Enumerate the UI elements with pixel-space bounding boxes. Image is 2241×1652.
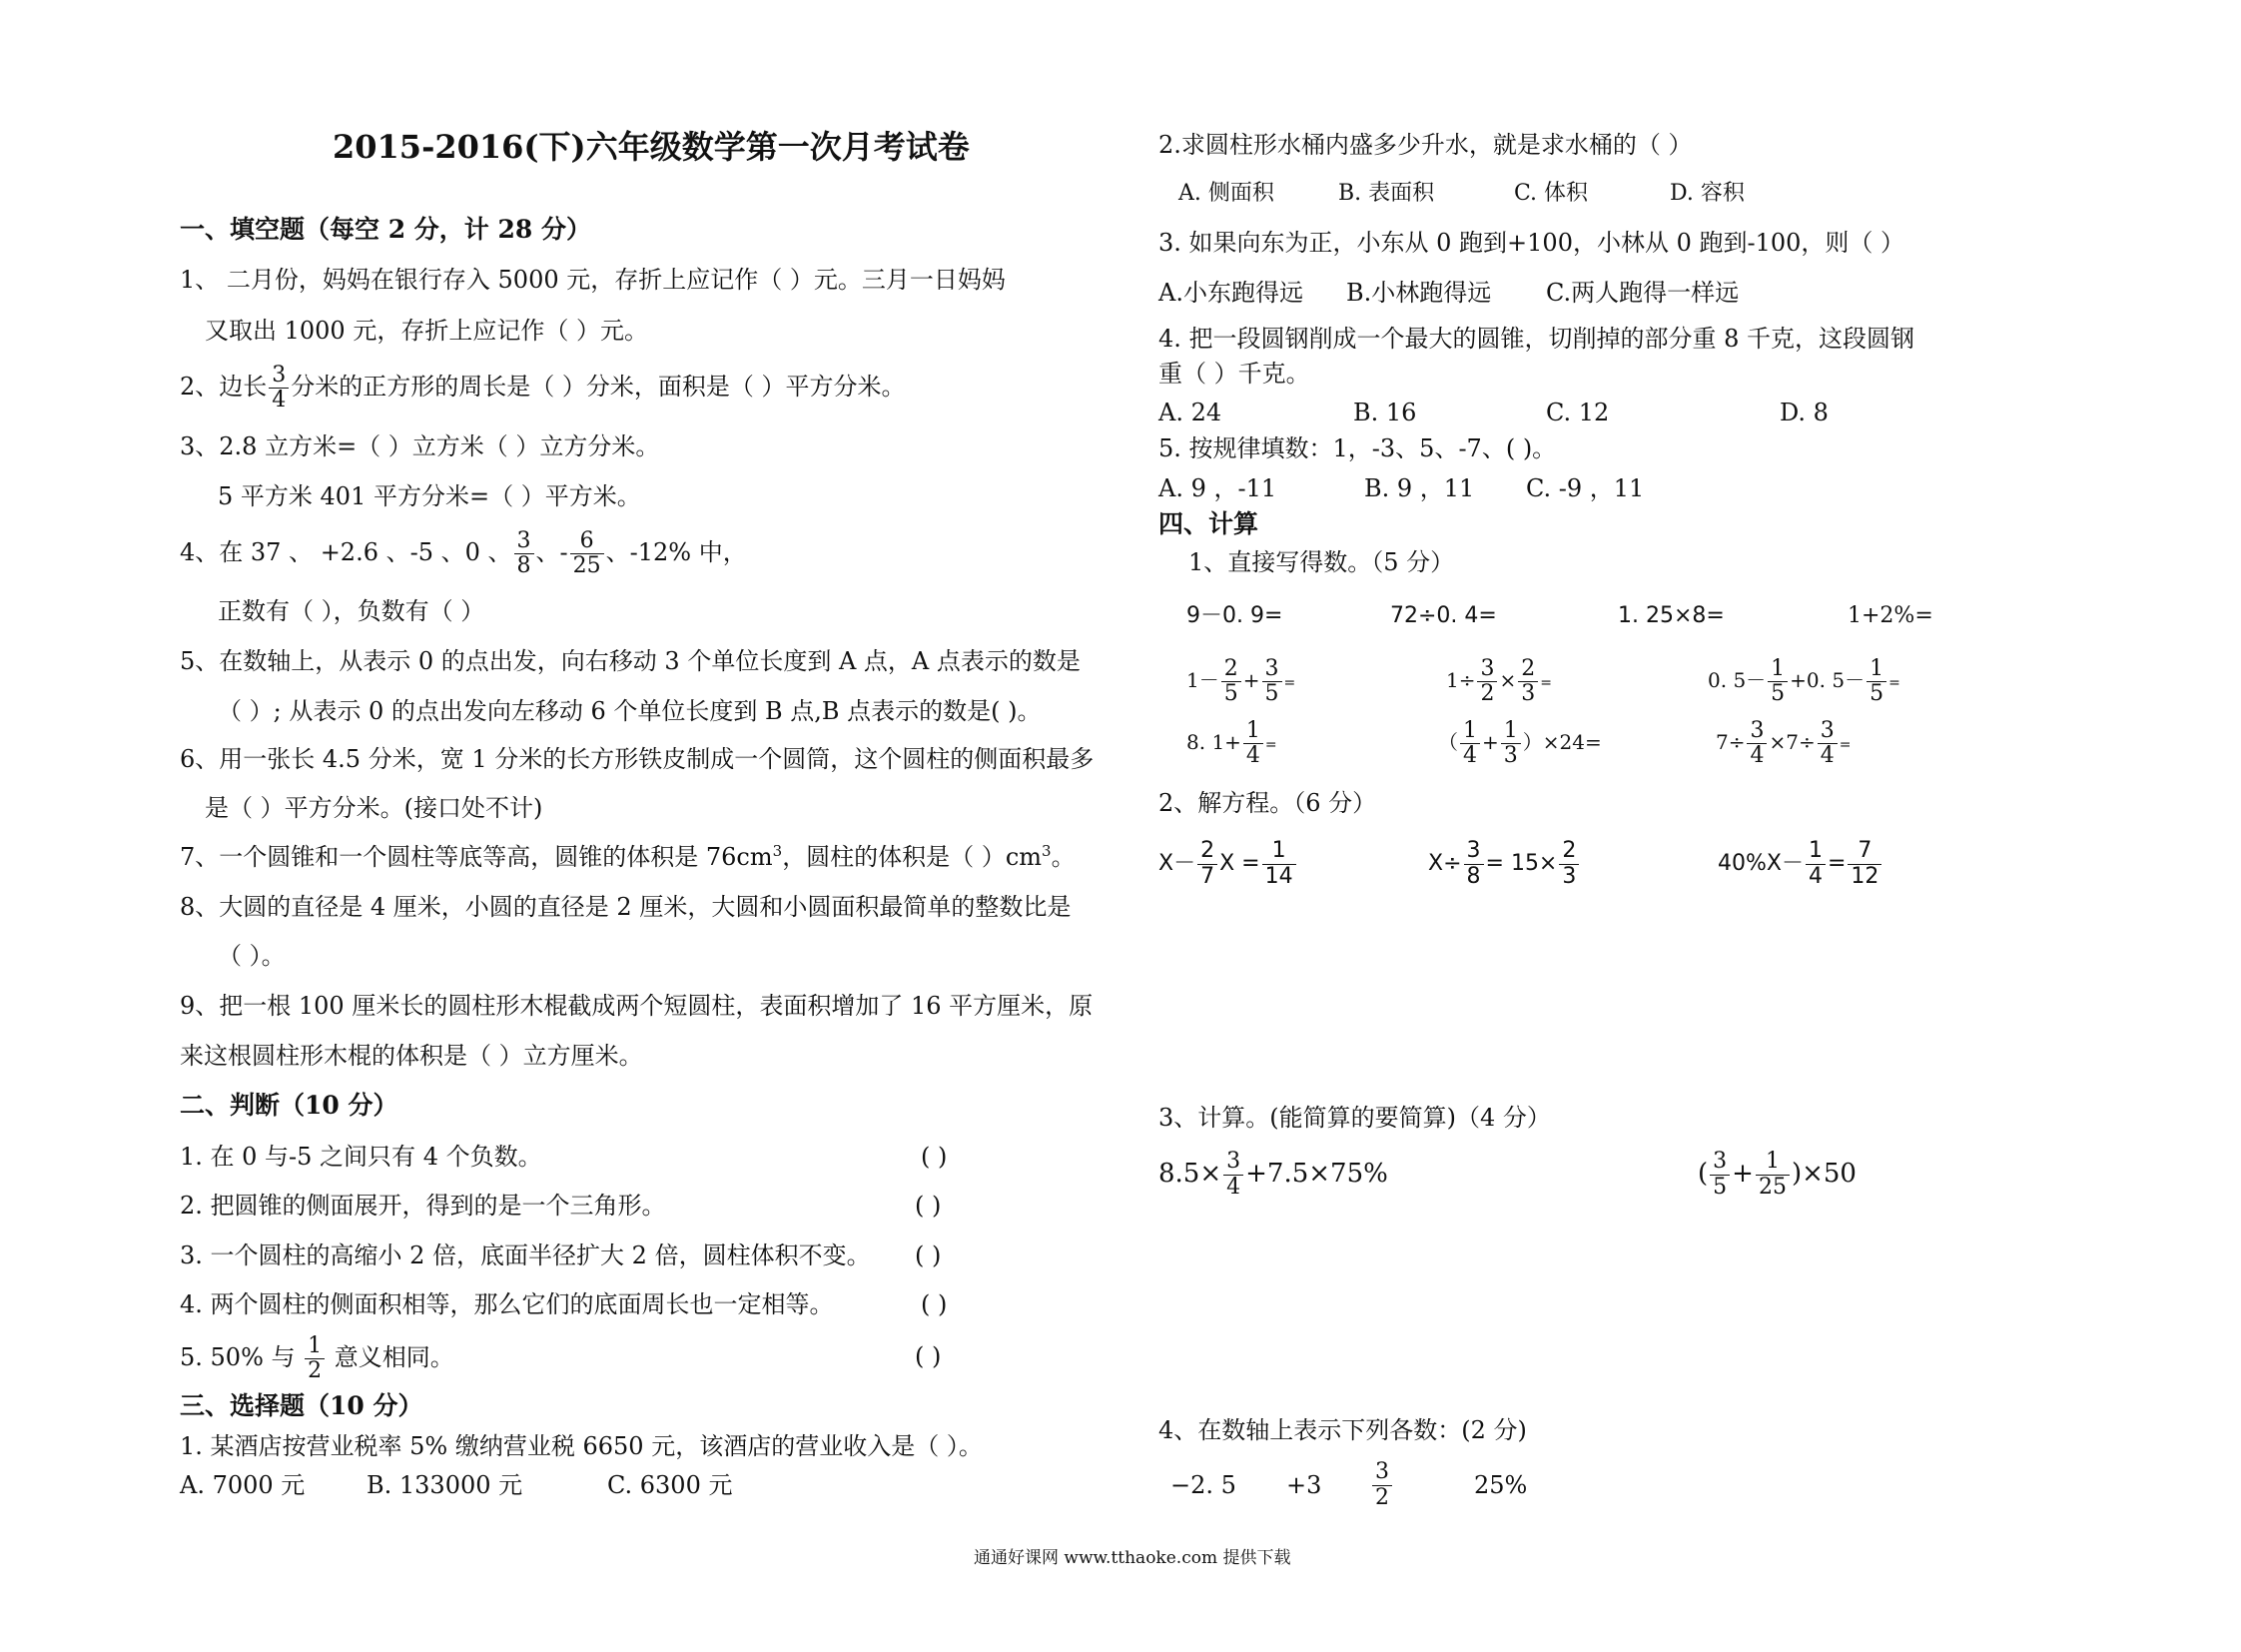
- choice-2-option-a: A. 侧面积: [1178, 181, 1274, 206]
- question-9-line-1: 9、把一根 100 厘米长的圆柱形木棍截成两个短圆柱，表面积增加了 16 平方厘米，原: [180, 992, 1094, 1020]
- choice-1: 1. 某酒店按营业税率 5% 缴纳营业税 6650 元，该酒店的营业收入是（ ）。: [180, 1432, 983, 1460]
- mental-2: 72÷0. 4=: [1390, 603, 1497, 628]
- calc-1-header: 1、直接写得数。（5 分）: [1188, 548, 1455, 576]
- fraction: $\frac{1}{14}$: [1262, 839, 1296, 888]
- fraction: $\frac{3}{8}$: [1464, 839, 1484, 888]
- section-fill-blank-header: 一、填空题（每空 2 分，计 28 分）: [180, 215, 592, 244]
- fraction: $\frac{7}{12}$: [1848, 839, 1881, 888]
- question-2-text: 分米的正方形的周长是（ ）分米，面积是（ ）平方分米。: [291, 373, 906, 401]
- footer-credit: 通通好课网 www.tthaoke.com 提供下载: [974, 1548, 1291, 1568]
- fraction: $\frac{3}{4}$: [1223, 1150, 1243, 1199]
- answer-paren: ( ): [915, 1241, 942, 1269]
- choice-2-option-c: C. 体积: [1514, 181, 1589, 206]
- page-title: 2015-2016(下)六年级数学第一次月考试卷: [333, 128, 970, 166]
- choice-5-option-c: C. -9 ，11: [1526, 474, 1645, 502]
- calc-2-header: 2、解方程。（6 分）: [1158, 789, 1377, 817]
- mental-8: 8. 1+ $\frac{1}{4}$ =: [1186, 717, 1277, 768]
- fraction: $\frac{1}{5}$: [1867, 657, 1886, 706]
- choice-4-option-d: D. 8: [1780, 399, 1829, 426]
- mental-6: 1÷ $\frac{3}{2}$ × $\frac{2}{3}$ =: [1446, 655, 1552, 706]
- number-line-value-2: +3: [1286, 1471, 1322, 1499]
- question-4-line-1: 4、在 37 、 +2.6 、-5 、0 、 $\frac{3}{8}$ 、- $\frac{6}{25}$ 、-12% 中，: [180, 527, 747, 578]
- calc-4-header: 4、在数轴上表示下列各数：(2 分): [1158, 1416, 1527, 1444]
- fraction: $\frac{1}{3}$: [1501, 719, 1521, 768]
- fraction: $\frac{3}{5}$: [1262, 657, 1282, 706]
- question-9-line-2: 来这根圆柱形木棍的体积是（ ）立方厘米。: [180, 1042, 643, 1070]
- fraction: $\frac{1}{2}$: [305, 1334, 325, 1383]
- choice-1-option-c: C. 6300 元: [607, 1471, 733, 1499]
- mental-1: 9－0. 9=: [1186, 603, 1283, 628]
- fraction: $\frac{1}{4}$: [1460, 719, 1480, 768]
- simplify-1: 8.5× $\frac{3}{4}$ +7.5×75%: [1158, 1149, 1388, 1200]
- number-line-value-4: 25%: [1474, 1471, 1528, 1499]
- choice-4-line-2: 重（ ）千克。: [1158, 360, 1310, 388]
- question-6-line-2: 是（ ）平方分米。(接口处不计): [205, 794, 543, 822]
- judge-2: 2. 把圆锥的侧面展开，得到的是一个三角形。: [180, 1192, 666, 1220]
- section-choice-header: 三、选择题（10 分）: [180, 1391, 423, 1420]
- fraction: $\frac{2}{3}$: [1518, 657, 1538, 706]
- judge-4: 4. 两个圆柱的侧面积相等，那么它们的底面周长也一定相等。: [180, 1290, 834, 1318]
- mental-5: 1－ $\frac{2}{5}$ + $\frac{3}{5}$ =: [1186, 655, 1296, 706]
- number-line-value-3: [1370, 1454, 1394, 1516]
- question-8-line-1: 8、大圆的直径是 4 厘米，小圆的直径是 2 厘米，大圆和小圆面积最简单的整数比是: [180, 893, 1072, 921]
- choice-4-option-b: B. 16: [1353, 399, 1417, 426]
- question-4-line-2: 正数有（ ），负数有（ ）: [218, 597, 485, 625]
- fraction: $\frac{2}{5}$: [1221, 657, 1241, 706]
- equation-3: 40%X－ $\frac{1}{4}$ = $\frac{7}{12}$: [1718, 833, 1883, 895]
- judge-5: 5. 50% 与 $\frac{1}{2}$ 意义相同。: [180, 1332, 454, 1383]
- mental-7: 0. 5－ $\frac{1}{5}$ +0. 5－ $\frac{1}{5}$ =: [1708, 655, 1900, 706]
- choice-5-option-b: B. 9 ，11: [1364, 474, 1475, 502]
- equation-1: X－ $\frac{2}{7}$ X = $\frac{1}{14}$: [1158, 833, 1298, 895]
- answer-paren: ( ): [915, 1192, 942, 1220]
- question-8-line-2: （ ）。: [218, 942, 286, 970]
- fraction: $\frac{1}{4}$: [1243, 719, 1263, 768]
- question-6-line-1: 6、用一张长 4.5 分米，宽 1 分米的长方形铁皮制成一个圆筒，这个圆柱的侧面积最多: [180, 745, 1095, 773]
- question-1-line-2: 又取出 1000 元，存折上应记作（ ）元。: [205, 317, 648, 345]
- fraction: $\frac{3}{8}$: [514, 529, 534, 578]
- fraction: $\frac{6}{25}$: [570, 529, 604, 578]
- equation-2: X÷ $\frac{3}{8}$ = 15× $\frac{2}{3}$: [1428, 833, 1581, 895]
- question-2: [180, 357, 906, 416]
- choice-3-option-c: C.两人跑得一样远: [1546, 279, 1740, 307]
- judge-3: 3. 一个圆柱的高缩小 2 倍，底面半径扩大 2 倍，圆柱体积不变。: [180, 1241, 871, 1269]
- choice-2-option-d: D. 容积: [1670, 181, 1745, 206]
- fraction: $\frac{1}{4}$: [1806, 839, 1826, 888]
- fraction: $\frac{3}{5}$: [1710, 1150, 1730, 1199]
- question-5-line-1: 5、在数轴上，从表示 0 的点出发，向右移动 3 个单位长度到 A 点，A 点表示的数是: [180, 647, 1081, 675]
- mental-10: 7÷ $\frac{3}{4}$ ×7÷ $\frac{3}{4}$ =: [1716, 717, 1852, 768]
- judge-1: 1. 在 0 与-5 之间只有 4 个负数。: [180, 1143, 542, 1171]
- answer-paren: ( ): [921, 1290, 948, 1318]
- choice-1-option-a: A. 7000 元: [180, 1471, 306, 1499]
- mental-4: 1+2%=: [1848, 603, 1933, 628]
- fraction: $\frac{3}{4}$: [1818, 719, 1838, 768]
- choice-5: 5. 按规律填数：1，-3、5、-7、( )。: [1158, 434, 1557, 462]
- calc-3-header: 3、计算。(能简算的要简算)（4 分）: [1158, 1104, 1551, 1132]
- answer-paren: ( ): [921, 1143, 948, 1171]
- choice-2-option-b: B. 表面积: [1338, 181, 1435, 206]
- choice-4-option-c: C. 12: [1546, 399, 1610, 426]
- fraction: $\frac{3}{2}$: [1372, 1460, 1392, 1509]
- fraction: $\frac{2}{7}$: [1197, 839, 1217, 888]
- question-5-line-2: （ ）; 从表示 0 的点出发向左移动 6 个单位长度到 B 点,B 点表示的数是( )。: [218, 697, 1042, 725]
- question-1-line-1: 1、 二月份，妈妈在银行存入 5000 元，存折上应记作（ ）元。三月一日妈妈: [180, 266, 1006, 294]
- question-3-line-1: 3、2.8 立方米=（ ）立方米（ ）立方分米。: [180, 432, 660, 460]
- choice-5-option-a: A. 9 ，-11: [1158, 474, 1277, 502]
- question-7: 7、一个圆锥和一个圆柱等底等高，圆锥的体积是 $76cm^3$，圆柱的体积是（ ）$cm^3$。: [180, 842, 1076, 871]
- choice-3-option-b: B.小林跑得远: [1346, 279, 1492, 307]
- fraction: $\frac{3}{2}$: [1477, 657, 1497, 706]
- mental-9: （ $\frac{1}{4}$ + $\frac{1}{3}$ ）×24=: [1438, 717, 1602, 768]
- number-line-value-1: −2. 5: [1170, 1471, 1236, 1499]
- choice-2: 2.求圆柱形水桶内盛多少升水，就是求水桶的（ ）: [1158, 131, 1693, 159]
- section-calc-header: 四、计算: [1158, 509, 1259, 538]
- question-3-line-2: 5 平方米 401 平方分米=（ ）平方米。: [218, 482, 641, 510]
- section-judge-header: 二、判断（10 分）: [180, 1091, 398, 1120]
- choice-3: 3. 如果向东为正，小东从 0 跑到+100，小林从 0 跑到-100，则（ ）: [1158, 229, 1905, 257]
- fraction: $\frac{3}{4}$: [1747, 719, 1767, 768]
- fraction: $\frac{2}{3}$: [1559, 839, 1579, 888]
- choice-4-line-1: 4. 把一段圆钢削成一个最大的圆锥，切削掉的部分重 8 千克，这段圆钢: [1158, 325, 1915, 353]
- choice-4-option-a: A. 24: [1158, 399, 1222, 426]
- answer-paren: ( ): [915, 1342, 942, 1370]
- fraction: $\frac{1}{5}$: [1768, 657, 1788, 706]
- simplify-2: ( $\frac{3}{5}$ + $\frac{1}{25}$ )×50: [1698, 1149, 1857, 1200]
- fraction: $\frac{1}{25}$: [1756, 1150, 1790, 1199]
- question-2-prefix: 2、边长: [180, 373, 268, 401]
- choice-1-option-b: B. 133000 元: [367, 1471, 523, 1499]
- fraction: $\frac{3}{4}$: [269, 364, 289, 413]
- choice-3-option-a: A.小东跑得远: [1158, 279, 1303, 307]
- mental-3: 1. 25×8=: [1618, 603, 1725, 628]
